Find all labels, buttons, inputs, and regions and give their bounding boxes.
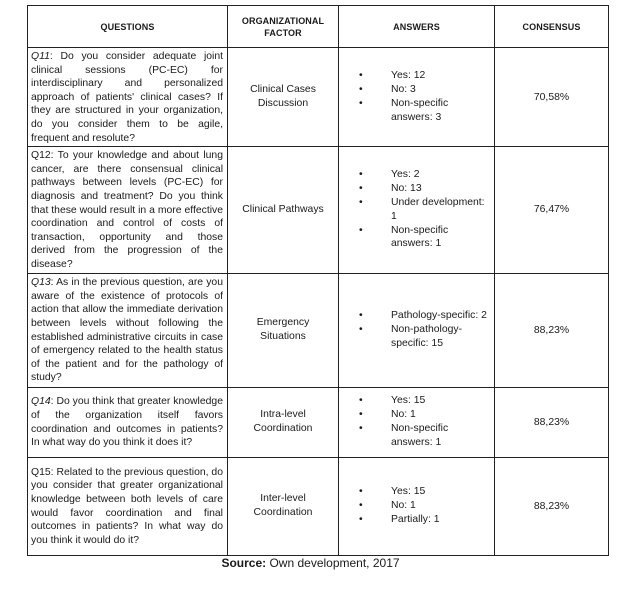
consensus-cell: 88,23% <box>495 457 609 555</box>
answers-list <box>357 485 488 526</box>
question-cell <box>28 48 228 147</box>
answer-item: • Yes: 12 <box>359 70 426 82</box>
answer-item: • Non-specific answers: 1 <box>359 423 449 448</box>
consensus-cell: 70,58% <box>495 48 609 147</box>
bullet-icon: • <box>359 310 363 322</box>
answer-item: • Non-specific answers: 1 <box>359 224 449 250</box>
answer-item: • No: 1 <box>359 500 416 512</box>
table-row <box>28 273 609 387</box>
answers-cell <box>339 147 495 273</box>
answer-item: • Yes: 15 <box>359 395 426 407</box>
bullet-icon: • <box>359 486 363 498</box>
answer-item: • Non-pathology-specific: 15 <box>359 324 463 349</box>
answer-item: • No: 1 <box>359 409 416 421</box>
answer-item: • Non-specific answers: 3 <box>359 98 449 123</box>
question-cell <box>28 387 228 457</box>
answers-cell <box>339 387 495 457</box>
bullet-icon: • <box>359 324 363 336</box>
answer-item: • Yes: 15 <box>359 486 426 498</box>
answer-item: • Under development: 1 <box>359 197 485 222</box>
question-text: : As in the previous question, are you aware of the existence of protocols of action that allow the immediate derivation between levels without following the established administrative circuits in case of emergency related to the health status of the patient and for the pathology of study? <box>31 277 223 384</box>
table-row <box>28 48 609 147</box>
source-caption <box>0 556 621 570</box>
question-id: Q15 <box>31 466 51 478</box>
question-cell <box>28 147 228 273</box>
source-text: Own development, 2017 <box>266 556 400 570</box>
table-row <box>28 387 609 457</box>
question-text: : Do you consider adequate joint clinical sessions (PC-EC) for interdisciplinary and personalized approach of patients' clinical cases? If they are structured in your organization, do you consider them to be agile, frequent and resolute? <box>31 51 223 144</box>
question-id: Q11 <box>31 51 50 62</box>
answer-item: • Yes: 2 <box>359 169 420 181</box>
bullet-icon: • <box>359 98 363 110</box>
factor-cell: Emergency Situations <box>228 273 339 387</box>
question-cell <box>28 273 228 387</box>
header-organizational-factor: ORGANIZATIONAL FACTOR <box>228 6 339 48</box>
question-cell <box>28 457 228 555</box>
header-row <box>28 6 609 48</box>
question-id: Q14 <box>31 396 51 408</box>
bullet-icon: • <box>359 169 363 181</box>
answers-cell <box>339 273 495 387</box>
bullet-icon: • <box>359 409 363 421</box>
bullet-icon: • <box>359 197 363 209</box>
factor-cell: Clinical Pathways <box>228 147 339 273</box>
source-label: Source: <box>221 556 267 570</box>
answers-cell <box>339 457 495 555</box>
bullet-icon: • <box>359 500 363 512</box>
answers-cell <box>339 48 495 147</box>
factor-cell: Clinical Cases Discussion <box>228 48 339 147</box>
factor-cell: Inter-level Coordination <box>228 457 339 555</box>
question-id: Q12 <box>31 150 51 162</box>
bullet-icon: • <box>359 395 363 407</box>
question-text: : Do you think that greater knowledge of the organization itself favors coordination and outcomes in patients? In what way do you think it does it? <box>31 396 223 449</box>
factor-cell: Intra-level Coordination <box>228 387 339 457</box>
consensus-cell: 88,23% <box>495 387 609 457</box>
header-answers: ANSWERS <box>339 6 495 48</box>
answer-item: • No: 13 <box>359 183 422 195</box>
consensus-cell: 88,23% <box>495 273 609 387</box>
bullet-icon: • <box>359 513 363 525</box>
header-questions: QUESTIONS <box>28 6 228 48</box>
answers-list <box>357 309 488 350</box>
bullet-icon: • <box>359 183 363 195</box>
bullet-icon: • <box>359 423 363 434</box>
answers-list <box>357 168 488 251</box>
answer-item: • Pathology-specific: 2 <box>359 310 487 322</box>
survey-table <box>27 5 609 556</box>
bullet-icon: • <box>359 84 363 96</box>
table-row <box>28 457 609 555</box>
question-id: Q13 <box>31 277 51 289</box>
question-text: : To your knowledge and about lung cancer, are there consensual clinical pathways between levels (PC-EC) for diagnosis and treatment? Do you think that these would result in a more effective coordination and control of costs of transaction, opportunity and those derived from the progression of the disease? <box>31 150 223 270</box>
table-row <box>28 147 609 273</box>
bullet-icon: • <box>359 70 363 82</box>
header-consensus: CONSENSUS <box>495 6 609 48</box>
consensus-cell: 76,47% <box>495 147 609 273</box>
answers-list <box>357 69 488 124</box>
answer-item: • Partially: 1 <box>359 513 440 525</box>
question-text: : Related to the previous question, do you consider that greater organizational knowledge between both levels of care would favor coordination and final outcomes in patients? In what way do you think it would do it? <box>31 466 223 546</box>
bullet-icon: • <box>359 224 363 236</box>
answers-list <box>357 394 488 449</box>
answer-item: • No: 3 <box>359 84 416 96</box>
